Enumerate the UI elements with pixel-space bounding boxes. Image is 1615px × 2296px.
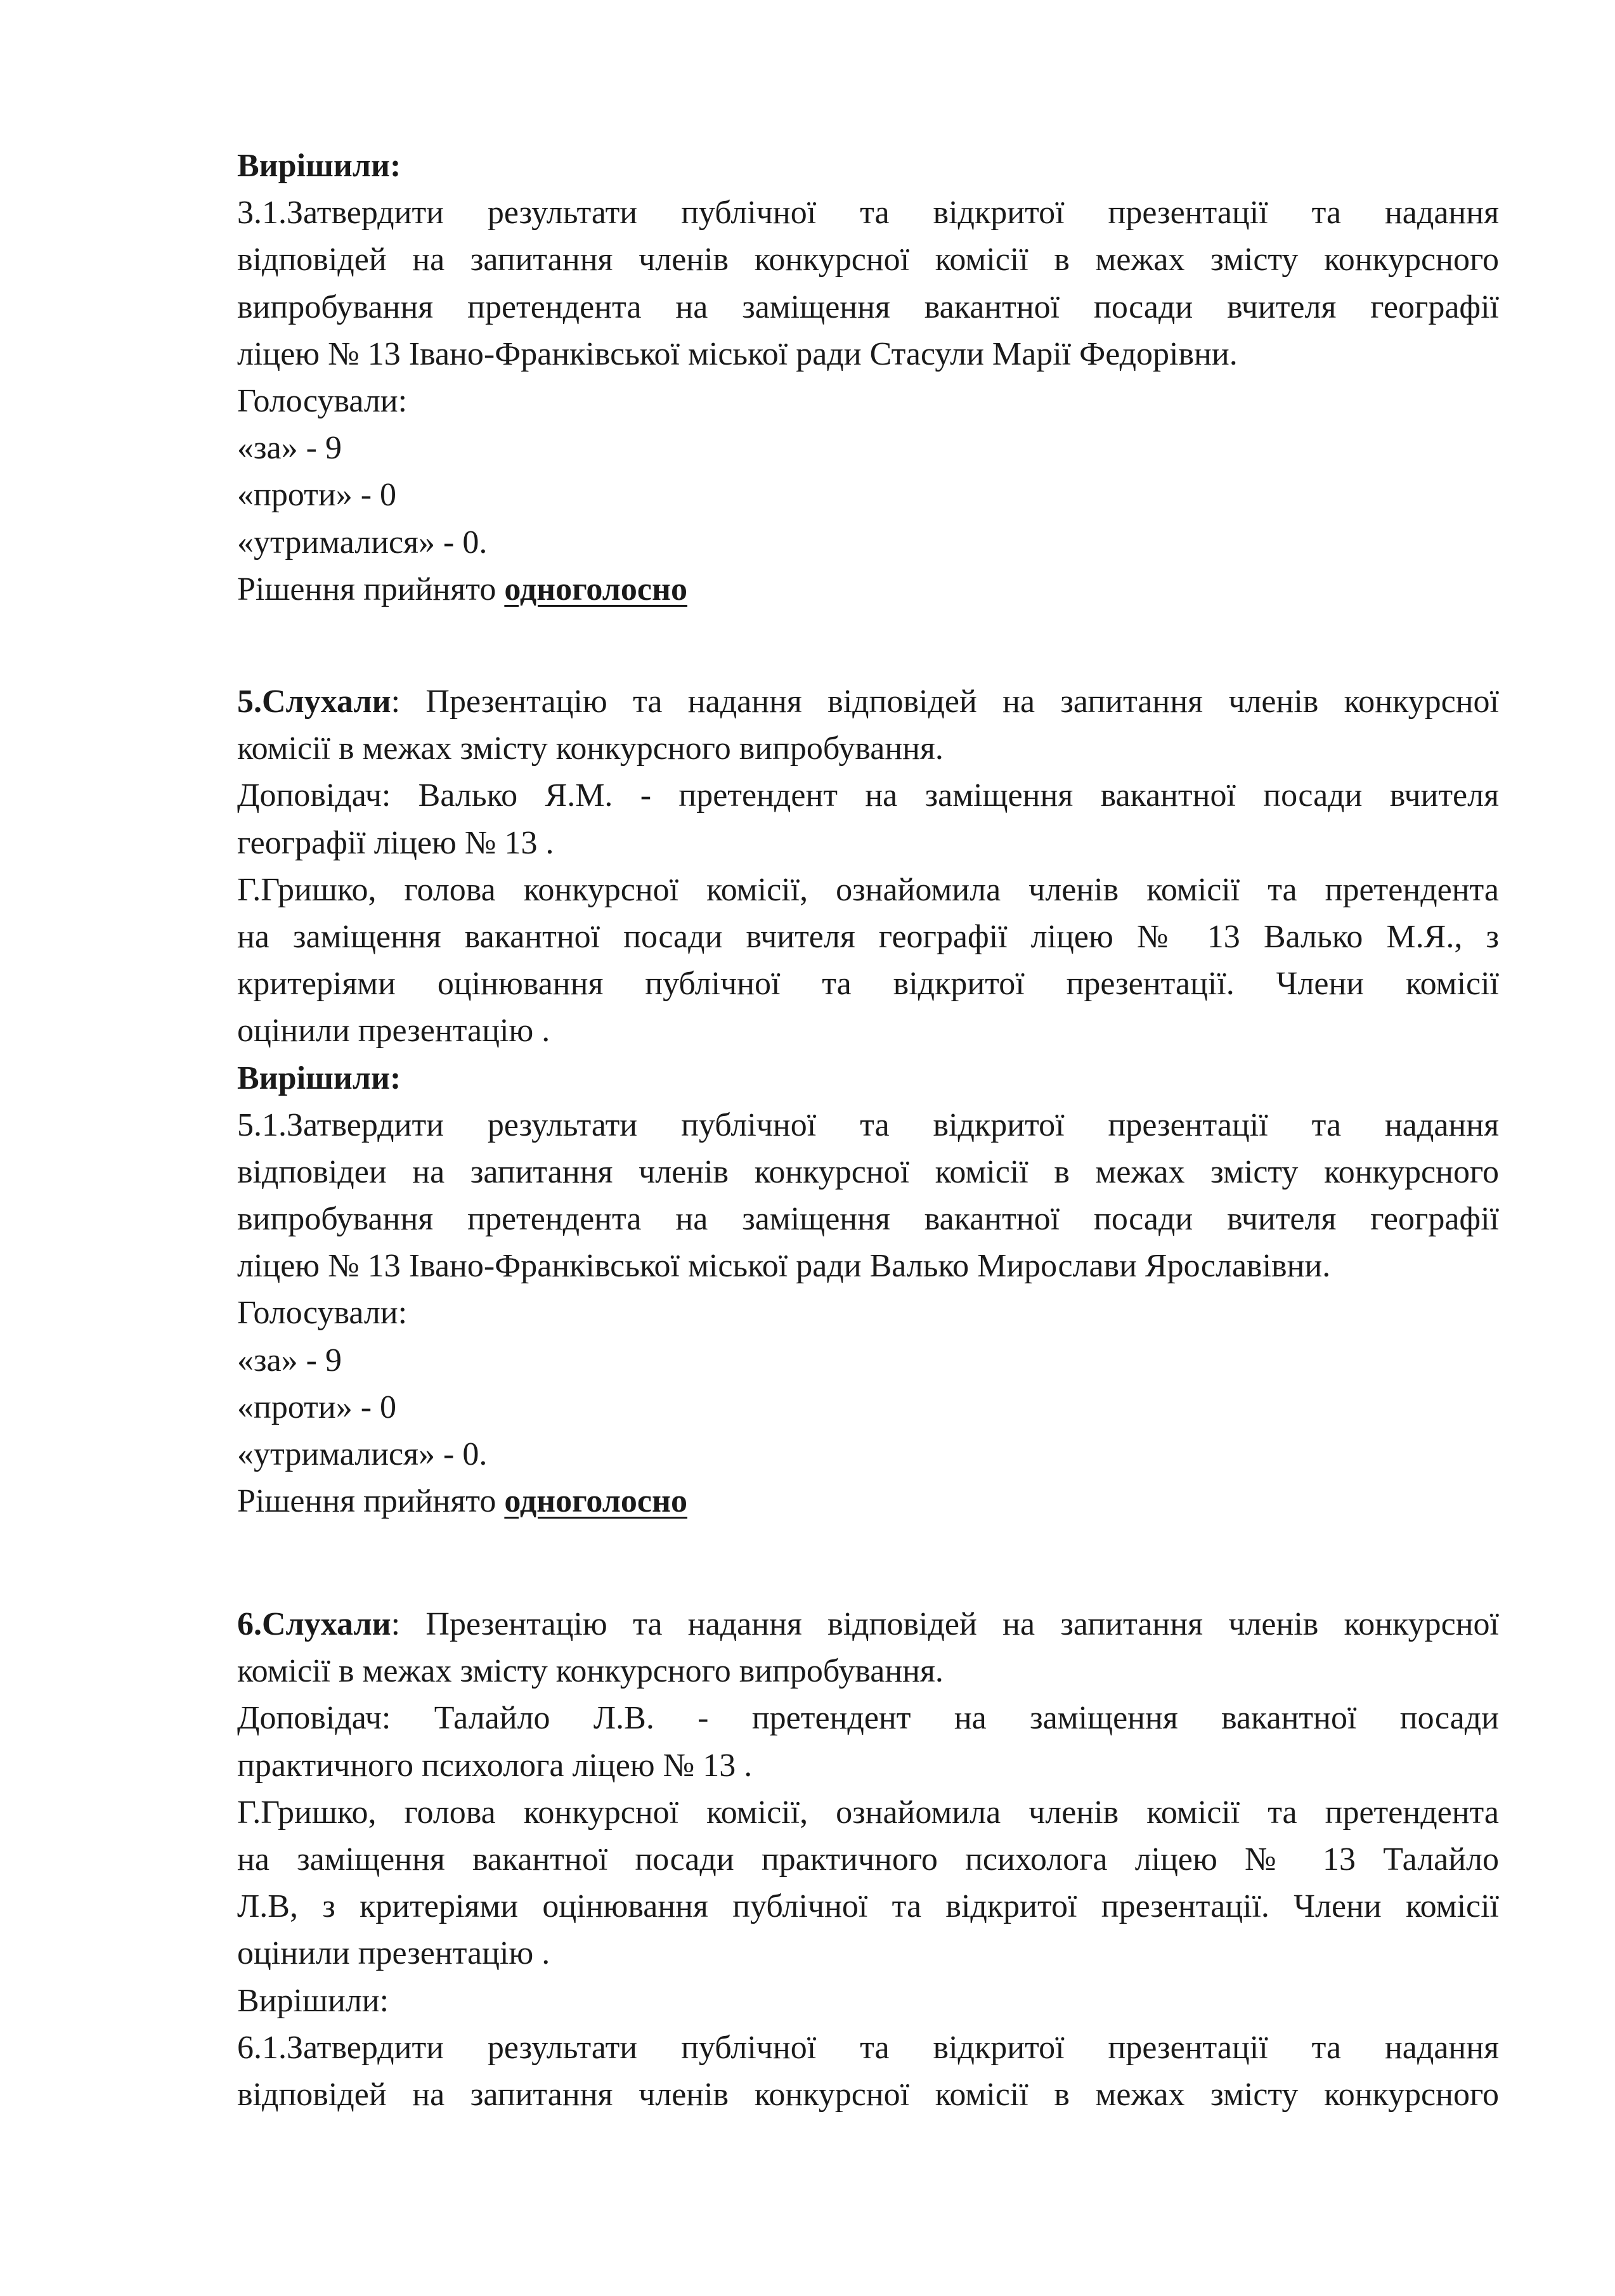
decided-heading: Вирішили: — [237, 148, 401, 184]
chair-line: Г.Гришко, голова конкурсної комісії, ознайомила членів комісії та претендента — [237, 871, 1499, 908]
chair-line: критеріями оцінювання публічної та відкритої презентації. Члени комісії — [237, 966, 1499, 1002]
chair-line: Г.Гришко, голова конкурсної комісії, ознайомила членів комісії та претендента — [237, 1794, 1499, 1831]
decision-line: ліцею № 13 Івано-Франківської міської ради Валько Мирослави Ярославівни. — [237, 1248, 1331, 1285]
decision-result — [237, 1478, 1499, 1525]
decision-line: ліцею № 13 Івано-Франківської міської ради Стасули Марії Федорівни. — [237, 335, 1238, 372]
speaker-line: географії ліцею № 13 . — [237, 824, 554, 861]
vote-for: «за» - 9 — [237, 430, 342, 467]
decision-line: відповідей на запитання членів конкурсної комісії в межах змісту конкурсного — [237, 242, 1499, 278]
heard-label: 6.Слухали — [237, 1606, 391, 1642]
chair-line: на заміщення вакантної посади вчителя географії ліцею № 13 Валько М.Я., з — [237, 918, 1499, 955]
section-6 — [237, 1601, 1499, 2118]
decided-heading: Вирішили: — [237, 1982, 389, 2019]
vote-against: «проти» - 0 — [237, 477, 397, 514]
chair-line: Л.В, з критеріями оцінювання публічної та відкритої презентації. Члени комісії — [237, 1888, 1499, 1925]
speaker-line: практичного психолога ліцею № 13 . — [237, 1747, 753, 1784]
chair-line: оцінили презентацію . — [237, 1013, 550, 1049]
chair-line: на заміщення вакантної посади практичного психолога ліцею № 13 Талайло — [237, 1841, 1499, 1878]
vote-for: «за» - 9 — [237, 1342, 342, 1378]
speaker-line: Доповідач: Талайло Л.В. - претендент на заміщення вакантної посади — [237, 1700, 1499, 1737]
result-prefix: Рішення прийнято — [237, 571, 505, 607]
section-3-decision — [237, 143, 1499, 613]
decision-line: випробування претендента на заміщення вакантної посади вчителя географії — [237, 289, 1499, 325]
heard-line — [237, 678, 1499, 725]
voted-label: Голосували: — [237, 1295, 408, 1332]
section-5 — [237, 678, 1499, 1525]
vote-abstain: «утрималися» - 0. — [237, 1436, 488, 1472]
decided-heading: Вирішили: — [237, 1060, 401, 1096]
vote-abstain: «утрималися» - 0. — [237, 524, 488, 561]
result-unanimous: одноголосно — [504, 1483, 687, 1520]
decision-line: відповідей на запитання членів конкурсної комісії в межах змісту конкурсного — [237, 2076, 1499, 2113]
heard-line: комісії в межах змісту конкурсного випробування. — [237, 730, 944, 767]
result-prefix: Рішення прийнято — [237, 1483, 505, 1520]
heard-text: : Презентацію та надання відповідей на запитання членів конкурсної — [391, 1606, 1499, 1642]
voted-label: Голосували: — [237, 382, 408, 419]
heard-text: : Презентацію та надання відповідей на запитання членів конкурсної — [391, 684, 1499, 720]
heard-line — [237, 1601, 1499, 1648]
decision-line: випробування претендента на заміщення вакантної посади вчителя географії — [237, 1201, 1499, 1238]
speaker-line: Доповідач: Валько Я.М. - претендент на заміщення вакантної посади вчителя — [237, 777, 1499, 814]
decision-line: відповідеи на запитання членів конкурсної комісії в межах змісту конкурсного — [237, 1153, 1499, 1190]
decision-line: 5.1.Затвердити результати публічної та відкритої презентації та надання — [237, 1106, 1499, 1143]
decision-line: 6.1.Затвердити результати публічної та відкритої презентації та надання — [237, 2029, 1499, 2066]
result-unanimous: одноголосно — [504, 571, 687, 607]
heard-label: 5.Слухали — [237, 684, 391, 720]
decision-result — [237, 566, 1499, 613]
vote-against: «проти» - 0 — [237, 1389, 397, 1425]
decision-line: 3.1.Затвердити результати публічної та відкритої презентації та надання — [237, 195, 1499, 231]
chair-line: оцінили презентацію . — [237, 1935, 550, 1972]
heard-line: комісії в межах змісту конкурсного випробування. — [237, 1653, 944, 1690]
